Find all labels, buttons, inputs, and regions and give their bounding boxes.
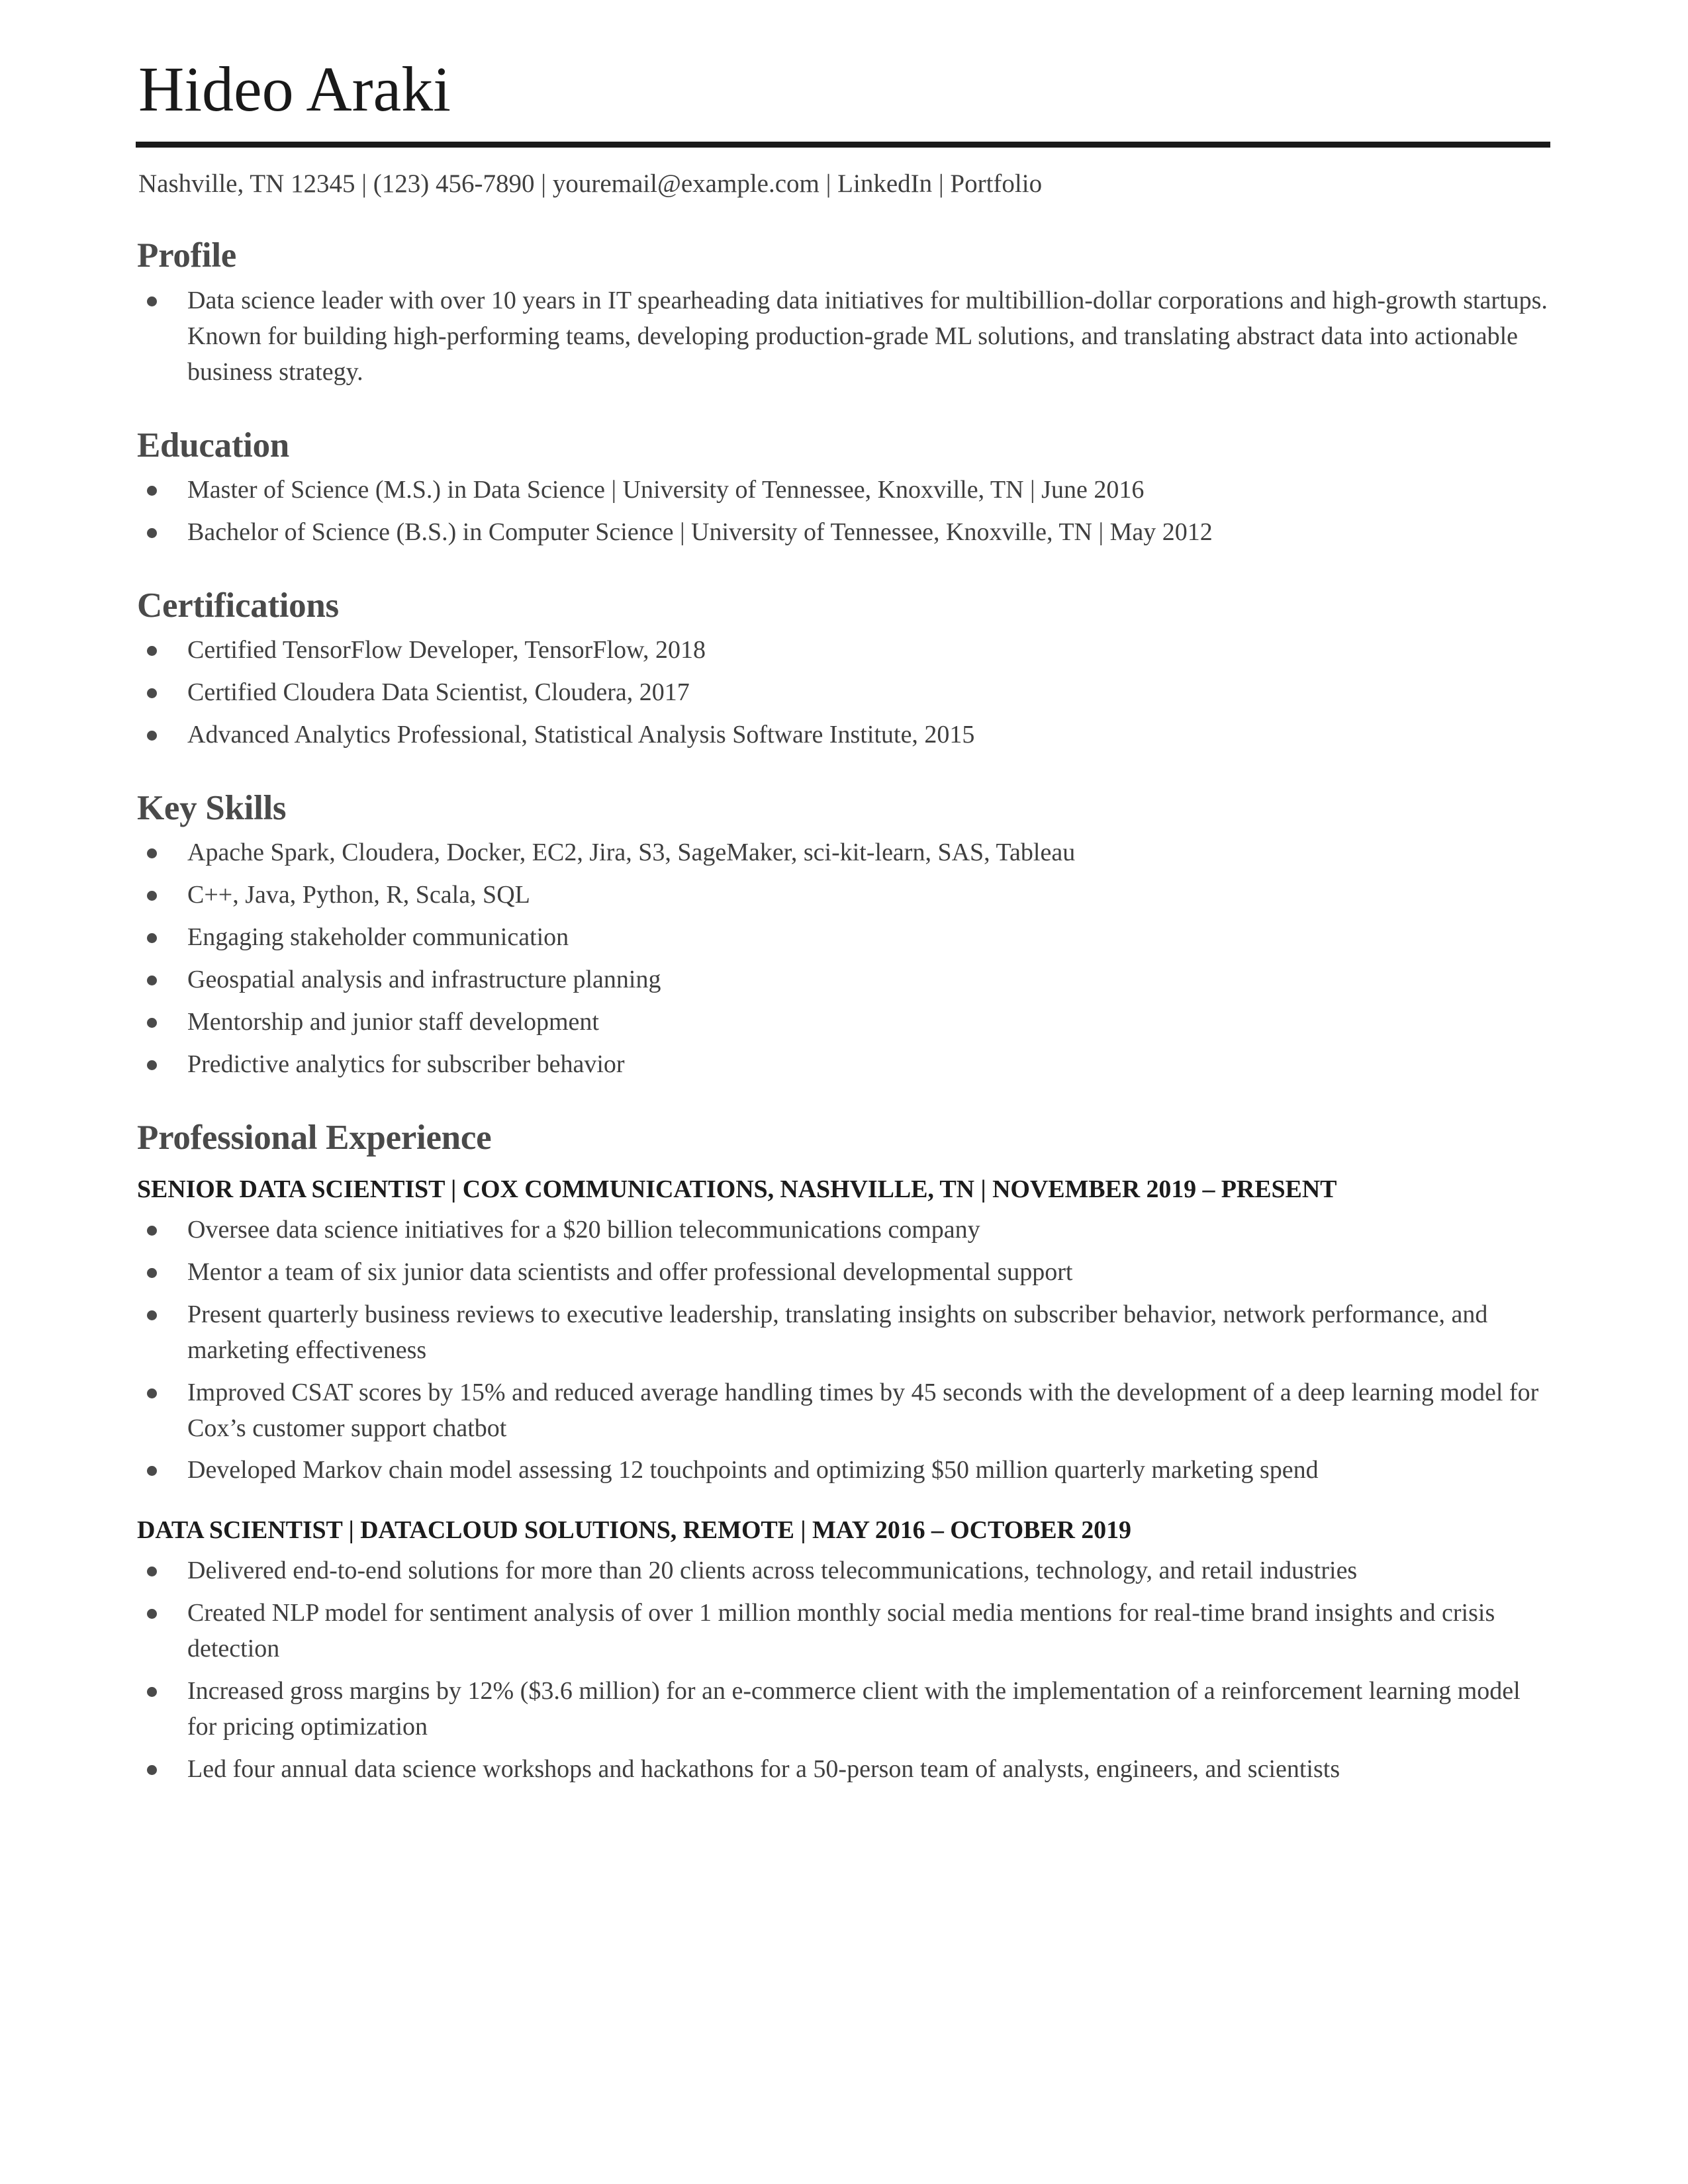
bullet-text: Improved CSAT scores by 15% and reduced average handling times by 45 seconds with the development of a deep learning model for Cox’s customer support chatbot bbox=[187, 1378, 1539, 1442]
bullet-text: Developed Markov chain model assessing 12 touchpoints and optimizing $50 million quarterly marketing spend bbox=[187, 1456, 1319, 1484]
candidate-name: Hideo Araki bbox=[138, 54, 451, 124]
bullet-text: Engaging stakeholder communication bbox=[187, 923, 569, 952]
bullet-dot-icon bbox=[147, 1060, 157, 1070]
bullet-text: Advanced Analytics Professional, Statistical Analysis Software Institute, 2015 bbox=[187, 721, 975, 749]
list-item bbox=[136, 1596, 1550, 1667]
list-item bbox=[136, 633, 1550, 668]
bullet-dot-icon bbox=[147, 1226, 157, 1236]
bullet-text: Mentor a team of six junior data scientists and offer professional developmental support bbox=[187, 1257, 1073, 1286]
bullet-dot-icon bbox=[147, 296, 157, 306]
job-bullet-list bbox=[136, 1553, 1550, 1788]
list-item bbox=[136, 1453, 1550, 1488]
bullet-dot-icon bbox=[147, 933, 157, 943]
section-title-education: Education bbox=[137, 426, 289, 465]
bullet-dot-icon bbox=[147, 1466, 157, 1476]
bullet-text: Present quarterly business reviews to executive leadership, translating insights on subscriber behavior, network performance, and marketing effectiveness bbox=[187, 1300, 1488, 1364]
list-item bbox=[136, 1005, 1550, 1040]
bullet-text: Predictive analytics for subscriber behavior bbox=[187, 1050, 625, 1079]
job-entry-cox bbox=[136, 1174, 1550, 1488]
bullet-text: Data science leader with over 10 years in IT spearheading data initiatives for multibillion-dollar corporations and high-growth startups. Known for building high-performing teams, developing production-grade ML solutions, and translating abstract data into actionable business strategy. bbox=[187, 286, 1548, 386]
bullet-text: Increased gross margins by 12% ($3.6 million) for an e-commerce client with the implementation of a reinforcement learning model for pricing optimization bbox=[187, 1676, 1521, 1741]
bullet-text: Created NLP model for sentiment analysis of over 1 million monthly social media mentions for real-time brand insights and crisis detection bbox=[187, 1598, 1495, 1662]
bullet-text: Master of Science (M.S.) in Data Science | University of Tennessee, Knoxville, TN | June 2016 bbox=[187, 475, 1145, 504]
list-item bbox=[136, 1255, 1550, 1291]
resume-header bbox=[136, 56, 1550, 201]
list-item bbox=[136, 675, 1550, 711]
bullet-dot-icon bbox=[147, 976, 157, 985]
list-item bbox=[136, 920, 1550, 956]
bullet-dot-icon bbox=[147, 731, 157, 741]
profile-bullet-list bbox=[136, 283, 1550, 390]
job-heading: DATA SCIENTIST | DATACLOUD SOLUTIONS, REMOTE | MAY 2016 – OCTOBER 2019 bbox=[137, 1516, 1131, 1545]
section-profile bbox=[136, 236, 1550, 390]
bullet-text: Apache Spark, Cloudera, Docker, EC2, Jira, S3, SageMaker, sci-kit-learn, SAS, Tableau bbox=[187, 839, 1076, 867]
bullet-text: Led four annual data science workshops and hackathons for a 50-person team of analysts, engineers, and scientists bbox=[187, 1754, 1340, 1783]
bullet-dot-icon bbox=[147, 486, 157, 496]
bullet-text: C++, Java, Python, R, Scala, SQL bbox=[187, 881, 530, 909]
bullet-text: Certified TensorFlow Developer, TensorFlow, 2018 bbox=[187, 636, 706, 664]
list-item bbox=[136, 1297, 1550, 1369]
list-item bbox=[136, 962, 1550, 998]
bullet-text: Certified Cloudera Data Scientist, Cloudera, 2017 bbox=[187, 678, 690, 707]
list-item bbox=[136, 1752, 1550, 1788]
job-bullet-list bbox=[136, 1212, 1550, 1489]
section-title-certifications: Certifications bbox=[137, 586, 339, 625]
bullet-text: Bachelor of Science (B.S.) in Computer Science | University of Tennessee, Knoxville, TN | May 2012 bbox=[187, 518, 1213, 546]
section-title-professional-experience: Professional Experience bbox=[137, 1118, 492, 1157]
job-heading: SENIOR DATA SCIENTIST | COX COMMUNICATIONS, NASHVILLE, TN | NOVEMBER 2019 – PRESENT bbox=[137, 1175, 1337, 1204]
list-item bbox=[136, 473, 1550, 508]
bullet-text: Delivered end-to-end solutions for more than 20 clients across telecommunications, technology, and retail industries bbox=[187, 1556, 1358, 1584]
list-item bbox=[136, 1553, 1550, 1589]
bullet-dot-icon bbox=[147, 1765, 157, 1775]
section-education bbox=[136, 426, 1550, 551]
section-key-skills bbox=[136, 789, 1550, 1083]
list-item bbox=[136, 878, 1550, 913]
section-title-key-skills: Key Skills bbox=[137, 788, 287, 827]
list-item bbox=[136, 1674, 1550, 1745]
bullet-dot-icon bbox=[147, 1388, 157, 1398]
list-item bbox=[136, 1047, 1550, 1083]
contact-line: Nashville, TN 12345 | (123) 456-7890 | youremail@example.com | LinkedIn | Portfolio bbox=[138, 169, 1043, 198]
bullet-dot-icon bbox=[147, 1018, 157, 1028]
list-item bbox=[136, 835, 1550, 871]
bullet-dot-icon bbox=[147, 1310, 157, 1320]
list-item bbox=[136, 1212, 1550, 1248]
bullet-text: Geospatial analysis and infrastructure planning bbox=[187, 966, 661, 994]
list-item bbox=[136, 283, 1550, 390]
key-skills-bullet-list bbox=[136, 835, 1550, 1083]
list-item bbox=[136, 717, 1550, 753]
bullet-dot-icon bbox=[147, 891, 157, 901]
bullet-text: Oversee data science initiatives for a $20 billion telecommunications company bbox=[187, 1215, 980, 1244]
job-entry-datacloud bbox=[136, 1515, 1550, 1787]
bullet-dot-icon bbox=[147, 688, 157, 698]
section-professional-experience bbox=[136, 1118, 1550, 1788]
bullet-dot-icon bbox=[147, 528, 157, 538]
bullet-dot-icon bbox=[147, 1567, 157, 1576]
certifications-bullet-list bbox=[136, 633, 1550, 753]
bullet-dot-icon bbox=[147, 646, 157, 656]
bullet-dot-icon bbox=[147, 1609, 157, 1619]
bullet-text: Mentorship and junior staff development bbox=[187, 1008, 599, 1036]
section-title-profile: Profile bbox=[137, 236, 236, 275]
education-bullet-list bbox=[136, 473, 1550, 551]
bullet-dot-icon bbox=[147, 1268, 157, 1278]
bullet-dot-icon bbox=[147, 1687, 157, 1697]
list-item bbox=[136, 1375, 1550, 1447]
list-item bbox=[136, 515, 1550, 551]
header-divider-rule bbox=[136, 142, 1550, 148]
bullet-dot-icon bbox=[147, 848, 157, 858]
section-certifications bbox=[136, 586, 1550, 753]
